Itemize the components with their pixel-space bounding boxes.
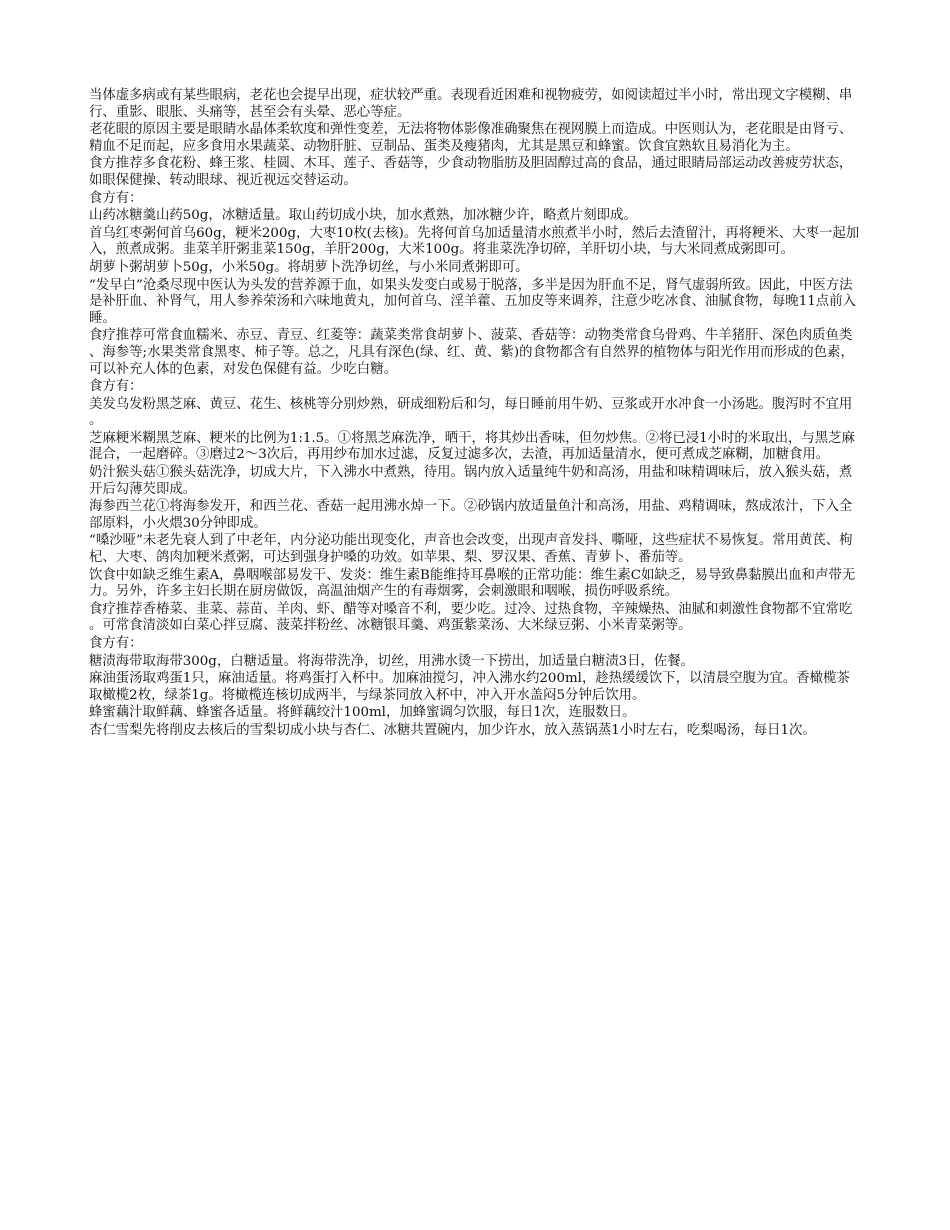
paragraph-recipe-hair-powder: 美发乌发粉黑芝麻、黄豆、花生、核桃等分别炒熟，研成细粉后和匀，每日睡前用牛奶、豆浆或开水冲食一小汤匙。腹泻时不宜用。 xyxy=(89,396,853,429)
paragraph-recipes-heading: 食方有： xyxy=(89,190,143,206)
paragraph-recipe-pear: 杏仁雪梨先将削皮去核后的雪梨切成小块与杏仁、冰糖共置碗内，加少许水，放入蒸锅蒸1小时左右，吃梨喝汤，每日1次。 xyxy=(89,722,816,738)
paragraph-recipe-carrot: 胡萝卜粥胡萝卜50g，小米50g。将胡萝卜洗净切丝，与小米同煮粥即可。 xyxy=(89,259,529,275)
paragraph-recipe-sesame: 芝麻粳米糊黑芝麻、粳米的比例为1:1.5。①将黑芝麻洗净，晒干，将其炒出香味，但勿炒焦。②将已浸1小时的米取出，与黑芝麻混合，一起磨碎。③磨过2～3次后，再用纱布加水过滤，反复过滤多次，去渣，再加适量清水，便可煮成芝麻糊，加糖食用。 xyxy=(89,430,855,463)
paragraph-recipe-mushroom: 奶汁猴头菇①猴头菇洗净，切成大片，下入沸水中煮熟，待用。锅内放入适量纯牛奶和高汤，用盐和味精调味后，放入猴头菇，煮开后勾薄芡即成。 xyxy=(89,465,853,497)
paragraph-recipes-heading: 食方有： xyxy=(89,379,143,395)
paragraph-recipe-yam: 山药冰糖羹山药50g，冰糖适量。取山药切成小块，加水煮熟，加冰糖少许，略煮片刻即成。 xyxy=(89,208,637,224)
paragraph-presbyopia-diet: 食方推荐多食花粉、蜂王浆、桂圆、木耳、莲子、香菇等，少食动物脂肪及胆固醇过高的食品，通过眼睛局部运动改善疲劳状态，如眼保健操、转动眼球、视近视远交替运动。 xyxy=(89,156,853,188)
paragraph-grey-hair: “发早白”沧桑尽现中医认为头发的营养源于血，如果头发变白或易于脱落，多半是因为肝血不足，肾气虚弱所致。因此，中医方法是补肝血、补肾气，用人参养荣汤和六味地黄丸，加何首乌、淫羊藿、五加皮等来调养，注意少吃冰食、油腻食物，每晚11点前入睡。 xyxy=(89,277,856,326)
paragraph-voice-diet: 食疗推荐香椿菜、韭菜、蒜苗、羊肉、虾、醋等对嗓音不利，要少吃。过冷、过热食物，辛辣燥热、油腻和刺激性食物都不宜常吃。可常食清淡如白菜心拌豆腐、菠菜拌粉丝、冰糖银耳羹、鸡蛋紫菜汤、大米绿豆粥、小米青菜粥等。 xyxy=(89,601,853,634)
paragraph-recipes-heading: 食方有： xyxy=(89,636,143,651)
paragraph-recipe-sea-cucumber: 海参西兰花①将海参发开，和西兰花、香菇一起用沸水焯一下。②砂锅内放适量鱼汁和高汤，用盐、鸡精调味，熬成浓汁，下入全部原料，小火煨30分钟即成。 xyxy=(89,499,853,531)
paragraph-recipe-heshouwu: 首乌红枣粥何首乌60g，粳米200g，大枣10枚(去核)。先将何首乌加适量清水煎煮半小时，然后去渣留汁，再将粳米、大枣一起加入，煎煮成粥。韭菜羊肝粥韭菜150g，羊肝200g，大米100g。将韭菜洗净切碎，羊肝切小块，与大米同煮成粥即可。 xyxy=(89,225,860,258)
paragraph-recipe-kelp: 糖渍海带取海带300g，白糖适量。将海带洗净，切丝，用沸水烫一下捞出，加适量白糖渍3日，佐餐。 xyxy=(89,653,695,669)
paragraph-hair-diet: 食疗推荐可常食血糯米、赤豆、青豆、红菱等：蔬菜类常食胡萝卜、菠菜、香菇等：动物类常食乌骨鸡、牛羊猪肝、深色肉质鱼类、海参等;水果类常食黑枣、柿子等。总之，凡具有深色(绿、红、黄、紫)的食物都含有自然界的植物体与阳光作用而形成的色素，可以补充人体的色素，对发色保健有益。少吃白糖。 xyxy=(89,328,854,377)
paragraph-presbyopia-causes: 老花眼的原因主要是眼睛水晶体柔软度和弹性变差，无法将物体影像准确聚焦在视网膜上而造成。中医则认为，老花眼是由肾亏、精血不足而起，应多食用水果蔬菜、动物肝脏、豆制品、蛋类及瘦猪肉，尤其是黑豆和蜂蜜。饮食宜熟软且易消化为主。 xyxy=(89,122,853,154)
paragraph-recipe-egg-soup: 麻油蛋汤取鸡蛋1只，麻油适量。将鸡蛋打入杯中。加麻油搅匀，冲入沸水约200ml，趁热缓缓饮下，以清晨空腹为宜。香橄榄茶取橄榄2枚，绿茶1g。将橄榄连核切成两半，与绿茶同放入杯中，冲入开水盖闷5分钟后饮用。 xyxy=(89,671,850,703)
paragraph-vitamins: 饮食中如缺乏维生素A，鼻咽喉部易发干、发炎：维生素B能维持耳鼻喉的正常功能：维生素C如缺乏，易导致鼻黏膜出血和声带无力。另外，许多主妇长期在厨房做饭，高温油烟产生的有毒烟雾，会刺激眼和咽喉，损伤呼吸系统。 xyxy=(89,567,856,600)
paragraph-recipe-lotus: 蜂蜜藕汁取鲜藕、蜂蜜各适量。将鲜藕绞汁100ml，加蜂蜜调匀饮服，每日1次，连服数日。 xyxy=(89,705,636,721)
paragraph-presbyopia-symptoms: 当体虚多病或有某些眼病，老花也会提早出现，症状较严重。表现看近困难和视物疲劳，如阅读超过半小时，常出现文字模糊、串行、重影、眼胀、头痛等，甚至会有头晕、恶心等症。 xyxy=(89,88,853,120)
document-body xyxy=(89,88,863,741)
paragraph-hoarse-voice: “嗓沙哑”未老先衰人到了中老年，内分泌功能出现变化，声音也会改变，出现声音发抖、嘶哑，这些症状不易恢复。常用黄芪、枸杞、大枣、鸽肉加粳米煮粥，可达到强身护嗓的功效。如苹果、梨、罗汉果、香蕉、青萝卜、番茄等。 xyxy=(89,533,853,566)
